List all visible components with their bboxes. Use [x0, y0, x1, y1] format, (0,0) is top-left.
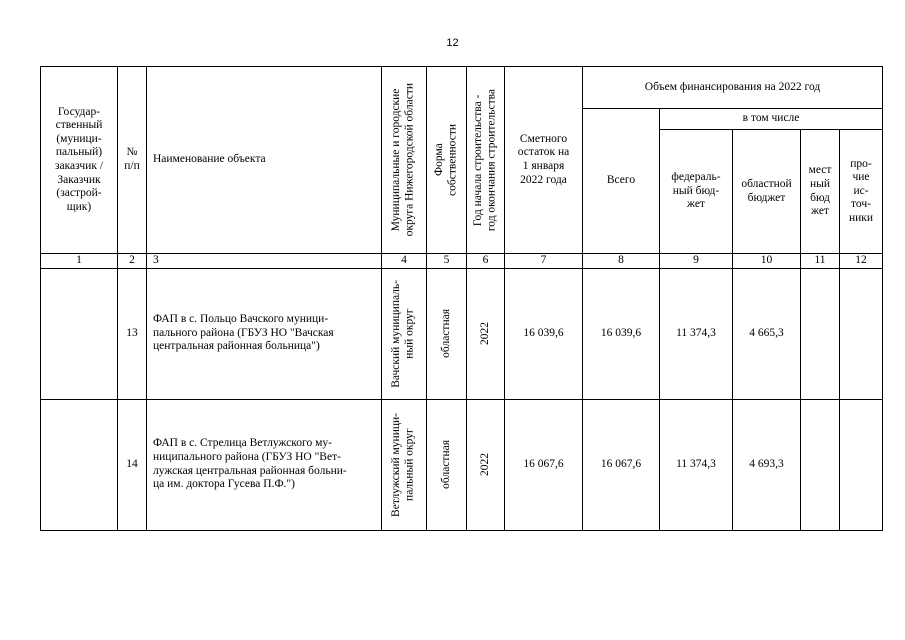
col-num-2: 2	[118, 254, 147, 269]
row-ownership: областная	[427, 399, 467, 530]
row-total: 16 067,6	[583, 399, 660, 530]
header-number: № п/п	[118, 67, 147, 254]
col-num-4: 4	[382, 254, 427, 269]
header-local: мест ный бюд жет	[801, 130, 840, 254]
row-years: 2022	[467, 268, 505, 399]
header-regional: областной бюджет	[733, 130, 801, 254]
column-number-row	[41, 254, 883, 269]
col-num-12: 12	[840, 254, 883, 269]
row-estimated-balance: 16 067,6	[505, 399, 583, 530]
table-row	[41, 399, 883, 530]
row-municipality: Вачский муниципаль- ный округ	[382, 268, 427, 399]
page-number: 12	[446, 37, 459, 49]
col-num-7: 7	[505, 254, 583, 269]
header-years: Год начала строительства - год окончания строительства	[467, 67, 505, 254]
row-local	[801, 268, 840, 399]
row-customer	[41, 268, 118, 399]
row-federal: 11 374,3	[660, 399, 733, 530]
row-municipality: Ветлужский муници- пальный округ	[382, 399, 427, 530]
col-num-6: 6	[467, 254, 505, 269]
col-num-9: 9	[660, 254, 733, 269]
header-customer: Государ- ственный (муници- пальный) заказчик / Заказчик (застрой- щик)	[41, 67, 118, 254]
header-object-name: Наименование объекта	[147, 67, 382, 254]
row-estimated-balance: 16 039,6	[505, 268, 583, 399]
row-federal: 11 374,3	[660, 268, 733, 399]
row-total: 16 039,6	[583, 268, 660, 399]
col-num-5: 5	[427, 254, 467, 269]
col-num-1: 1	[41, 254, 118, 269]
col-num-11: 11	[801, 254, 840, 269]
header-total: Всего	[583, 109, 660, 254]
row-ownership: областная	[427, 268, 467, 399]
col-num-8: 8	[583, 254, 660, 269]
col-num-10: 10	[733, 254, 801, 269]
header-including: в том числе	[660, 109, 883, 130]
row-number: 14	[118, 399, 147, 530]
row-other	[840, 399, 883, 530]
header-ownership: Форма собственности	[427, 67, 467, 254]
header-financing: Объем финансирования на 2022 год	[583, 67, 883, 109]
header-other: про- чие ис- точ- ники	[840, 130, 883, 254]
header-estimated-balance: Сметного остаток на 1 января 2022 года	[505, 67, 583, 254]
financing-table	[40, 66, 883, 531]
row-years: 2022	[467, 399, 505, 530]
header-federal: федераль- ный бюд- жет	[660, 130, 733, 254]
row-regional: 4 665,3	[733, 268, 801, 399]
col-num-3: 3	[147, 254, 382, 269]
header-municipality: Муниципальные и городские округа Нижегородской области	[382, 67, 427, 254]
row-other	[840, 268, 883, 399]
row-customer	[41, 399, 118, 530]
row-object-name: ФАП в с. Стрелица Ветлужского му- ниципального района (ГБУЗ НО "Вет- лужская центральная районная больни- ца им. доктора Гусева П.Ф.")	[147, 399, 382, 530]
row-regional: 4 693,3	[733, 399, 801, 530]
row-number: 13	[118, 268, 147, 399]
table-row	[41, 268, 883, 399]
row-local	[801, 399, 840, 530]
row-object-name: ФАП в с. Польцо Вачского муници- пального района (ГБУЗ НО "Вачская центральная районная больница")	[147, 268, 382, 399]
